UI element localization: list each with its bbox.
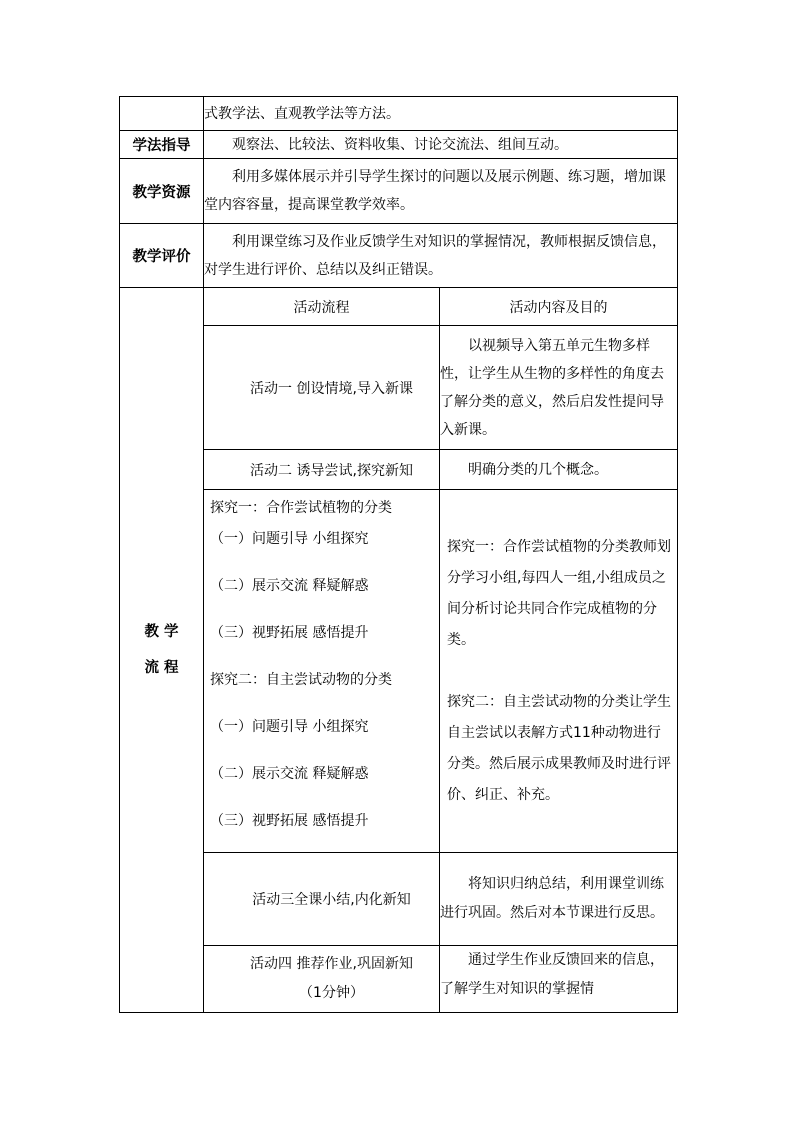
activity-2-name: 活动二 诱导尝试,探究新知 — [204, 450, 440, 490]
row-study-method — [120, 131, 678, 159]
study-method-text: 观察法、比较法、资料收集、讨论交流法、组间互动。 — [204, 131, 678, 159]
exploration-steps — [204, 490, 440, 853]
explore-1-step-2: （二）展示交流 释疑解惑 — [210, 578, 369, 594]
explore-1-step-3: （三）视野拓展 感悟提升 — [210, 625, 369, 641]
teaching-flow-label-line2: 流 程 — [144, 660, 179, 676]
study-method-label: 学法指导 — [120, 131, 204, 159]
header-process: 活动流程 — [204, 288, 440, 326]
row-activity-1 — [120, 326, 678, 450]
empty-label-cell — [120, 97, 204, 131]
row-activity-3 — [120, 853, 678, 946]
exploration-content — [440, 490, 678, 853]
activity-3-name: 活动三全课小结,内化新知 — [204, 853, 440, 946]
explore-2-title: 探究二：自主尝试动物的分类 — [210, 672, 392, 688]
row-exploration — [120, 490, 678, 853]
explore-1-step-1: （一）问题引导 小组探究 — [210, 531, 369, 547]
row-teaching-resources — [120, 159, 678, 224]
row-method-continued — [120, 97, 678, 131]
lesson-plan-table — [119, 96, 678, 1013]
teaching-evaluation-text: 利用课堂练习及作业反馈学生对知识的掌握情况，教师根据反馈信息，对学生进行评价、总结以及纠正错误。 — [204, 224, 678, 288]
activity-1-name: 活动一 创设情境,导入新课 — [204, 326, 440, 450]
header-content: 活动内容及目的 — [440, 288, 678, 326]
activity-4-content: 通过学生作业反馈回来的信息，了解学生对知识的掌握情 — [440, 946, 678, 1013]
teaching-flow-label — [120, 288, 204, 1013]
teaching-evaluation-label: 教学评价 — [120, 224, 204, 288]
explore-2-step-3: （三）视野拓展 感悟提升 — [210, 813, 369, 829]
teaching-resources-label: 教学资源 — [120, 159, 204, 224]
teaching-flow-label-line1: 教 学 — [144, 624, 179, 640]
row-teaching-evaluation — [120, 224, 678, 288]
activity-4-name: 活动四 推荐作业,巩固新知 — [250, 956, 413, 972]
activity-4-cell — [204, 946, 440, 1013]
row-activity-4 — [120, 946, 678, 1013]
explore-2-step-1: （一）问题引导 小组探究 — [210, 719, 369, 735]
explore-2-step-2: （二）展示交流 释疑解惑 — [210, 766, 369, 782]
explore-1-content: 探究一：合作尝试植物的分类教师划分学习小组,每四人一组,小组成员之间分析讨论共同合作完成植物的分类。 — [447, 539, 671, 648]
activity-2-content: 明确分类的几个概念。 — [440, 450, 678, 490]
row-flow-header — [120, 288, 678, 326]
activity-1-content: 以视频导入第五单元生物多样性，让学生从生物的多样性的角度去了解分类的意义，然后启发性提问导入新课。 — [440, 326, 678, 450]
row-activity-2 — [120, 450, 678, 490]
activity-3-content: 将知识归纳总结，利用课堂训练进行巩固。然后对本节课进行反思。 — [440, 853, 678, 946]
explore-2-content: 探究二：自主尝试动物的分类让学生自主尝试以表解方式11种动物进行分类。然后展示成果教师及时进行评价、纠正、补充。 — [447, 694, 671, 803]
teaching-resources-text: 利用多媒体展示并引导学生探讨的问题以及展示例题、练习题，增加课堂内容容量，提高课堂教学效率。 — [204, 159, 678, 224]
activity-4-duration: （1分钟） — [299, 985, 364, 1001]
explore-1-title: 探究一：合作尝试植物的分类 — [210, 500, 392, 516]
method-continued-text: 式教学法、直观教学法等方法。 — [204, 97, 678, 131]
